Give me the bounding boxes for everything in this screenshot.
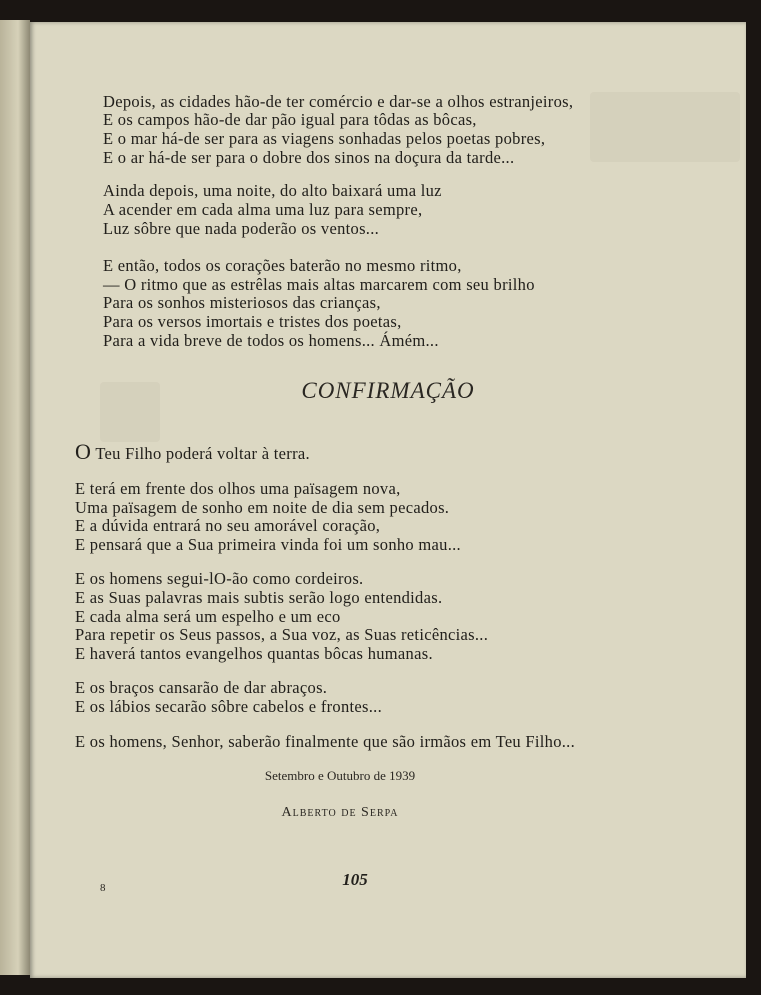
verse-line: E os campos hão-de dar pão igual para tôdas as bôcas, (103, 110, 477, 129)
verse-line: E a dúvida entrará no seu amorável coração, (75, 516, 381, 535)
page-number: 105 (342, 870, 368, 889)
verse-line: E as Suas palavras mais subtis serão logo entendidas. (75, 588, 443, 607)
verse-line: Para repetir os Seus passos, a Sua voz, as Suas reticências... (75, 625, 489, 644)
initial-letter: O (75, 439, 92, 464)
verse-line: Para a vida breve de todos os homens... Ámém... (103, 331, 439, 350)
verse-line: E o mar há-de ser para as viagens sonhadas pelos poetas pobres, (103, 129, 546, 148)
author-name: Alberto de Serpa (281, 805, 399, 820)
verse-line: E os homens, Senhor, saberão finalmente que são irmãos em Teu Filho... (75, 732, 576, 751)
section-title: CONFIRMAÇÃO (301, 378, 475, 403)
verse-line: Luz sôbre que nada poderão os ventos... (103, 219, 380, 238)
verse-line: E cada alma será um espelho e um eco (75, 607, 341, 626)
verse-line: E os braços cansarão de dar abraços. (75, 678, 328, 697)
verse-line: E os lábios secarão sôbre cabelos e frontes... (75, 697, 383, 716)
verse-line: Ainda depois, uma noite, do alto baixará uma luz (103, 181, 442, 200)
verse-line: E o ar há-de ser para o dobre dos sinos na doçura da tarde... (103, 148, 515, 167)
verse-line: Para os versos imortais e tristes dos poetas, (103, 312, 402, 331)
verse-line-text: Teu Filho poderá voltar à terra. (91, 444, 310, 463)
dateline: Setembro e Outubro de 1939 (264, 768, 416, 783)
verse-line: E então, todos os corações baterão no mesmo ritmo, (103, 256, 462, 275)
verse-line: E os homens segui-lO-ão como cordeiros. (75, 569, 364, 588)
previous-page-edge (0, 20, 30, 975)
bleed-through-shadow (590, 92, 740, 162)
verse-line: E haverá tantos evangelhos quantas bôcas humanas. (75, 644, 433, 663)
verse-line: Para os sonhos misteriosos das crianças, (103, 293, 381, 312)
book-page (30, 22, 746, 978)
verse-line-opening (75, 439, 310, 465)
printer-signature-mark: 8 (100, 882, 106, 894)
verse-line: E pensará que a Sua primeira vinda foi um sonho mau... (75, 535, 461, 554)
verse-line: A acender em cada alma uma luz para sempre, (103, 200, 423, 219)
verse-line: Uma païsagem de sonho em noite de dia sem pecados. (75, 498, 450, 517)
verse-line: E terá em frente dos olhos uma païsagem nova, (75, 479, 401, 498)
verse-line: Depois, as cidades hão-de ter comércio e dar-se a olhos estranjeiros, (103, 92, 574, 111)
verse-line: — O ritmo que as estrêlas mais altas marcarem com seu brilho (103, 275, 535, 294)
